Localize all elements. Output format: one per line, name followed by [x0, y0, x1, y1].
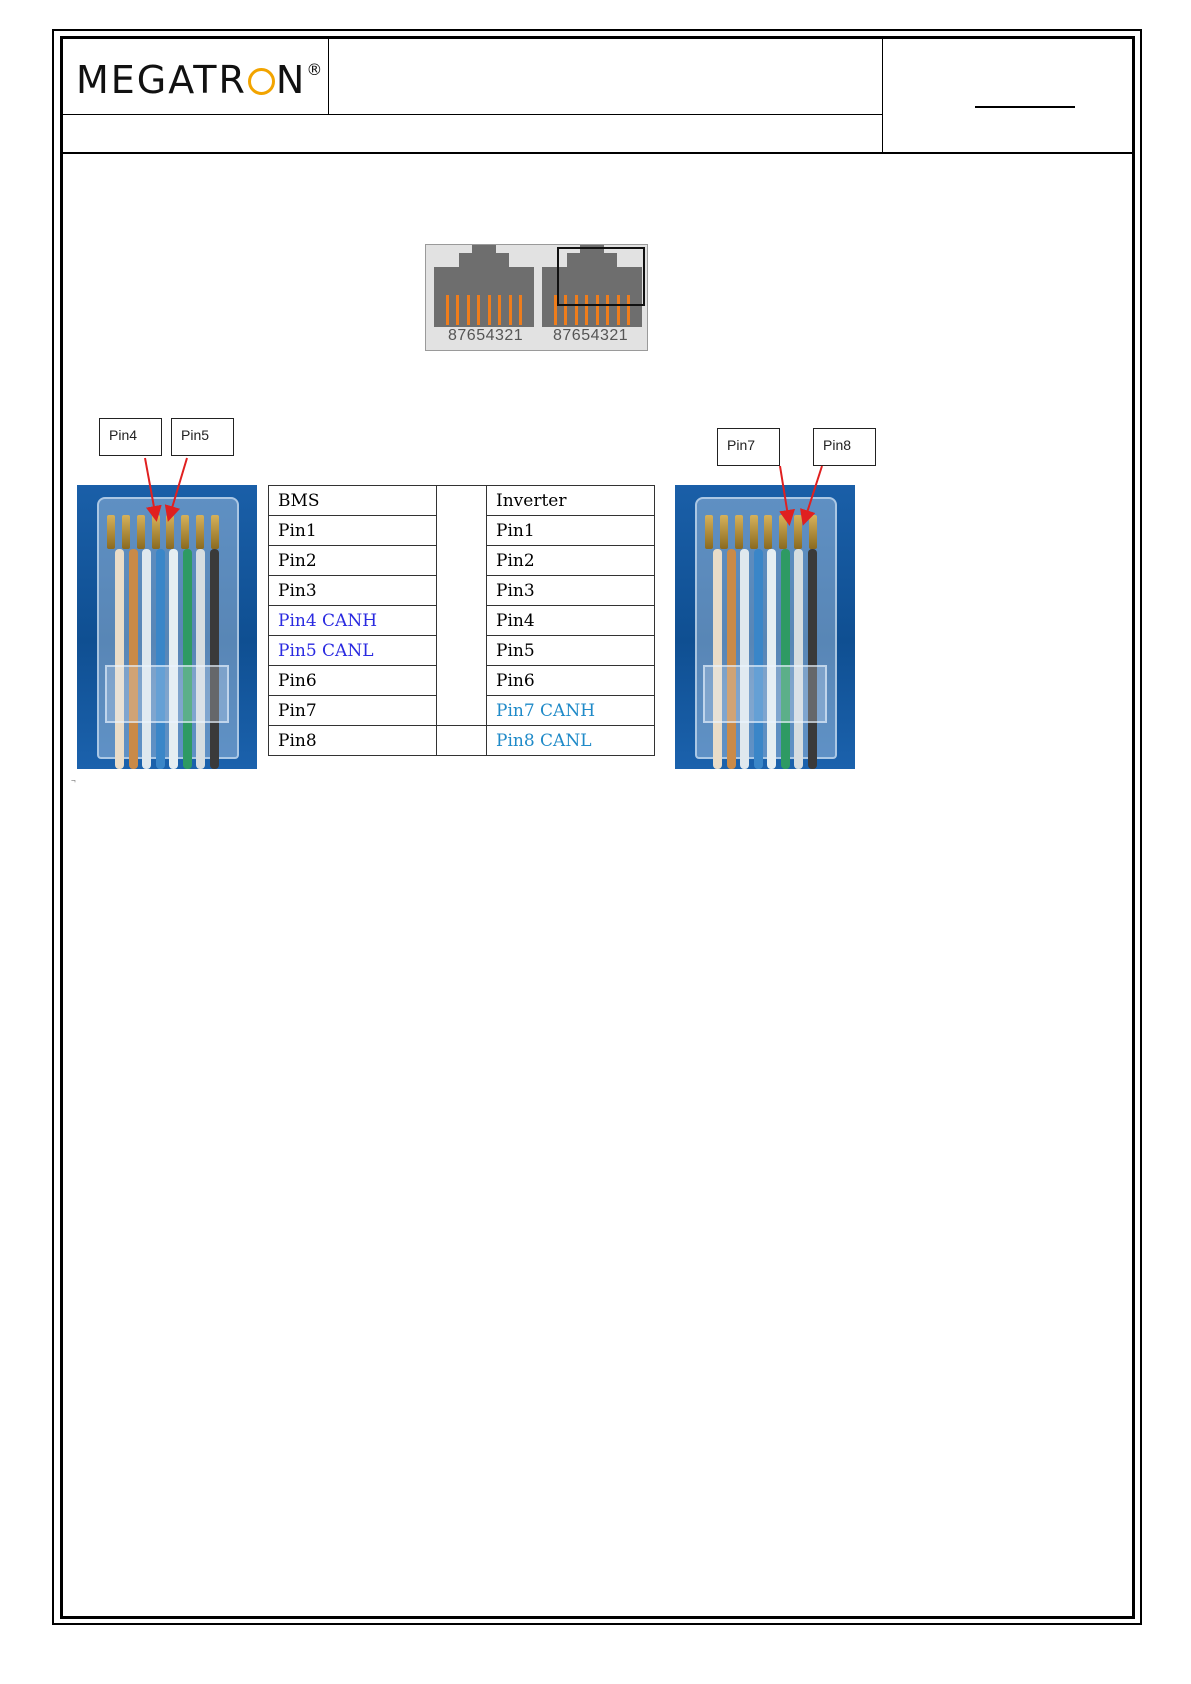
inverter-cell: Pin3: [487, 576, 655, 606]
header-divider-2: [328, 38, 329, 114]
wire: [767, 549, 776, 769]
wire: [781, 549, 790, 769]
table-row: [269, 576, 655, 606]
wire: [115, 549, 124, 769]
table-row: [269, 486, 655, 516]
wire: [740, 549, 749, 769]
spacer-cell: [437, 546, 487, 576]
spacer-cell: [437, 606, 487, 636]
bms-cell: Pin4 CANH: [269, 606, 437, 636]
wire: [156, 549, 165, 769]
table-row: [269, 636, 655, 666]
wire: [196, 549, 205, 769]
wire: [210, 549, 219, 769]
wire: [754, 549, 763, 769]
inverter-cell: Pin4: [487, 606, 655, 636]
spacer-cell: [437, 636, 487, 666]
plug-wires-left: [115, 549, 219, 769]
header-divider-1: [62, 114, 882, 115]
bms-cell: Pin6: [269, 666, 437, 696]
paragraph-mark: ¬: [71, 776, 76, 785]
right-port-label: 87654321: [553, 327, 629, 344]
spacer-cell: [437, 516, 487, 546]
callout-pin5: Pin5: [171, 418, 234, 456]
table-row: [269, 666, 655, 696]
plug-wires-right: [713, 549, 817, 769]
inverter-cell: Pin8 CANL: [487, 726, 655, 756]
pin-mapping-table: [268, 485, 655, 756]
bms-cell: Pin7: [269, 696, 437, 726]
inverter-cell: Pin1: [487, 516, 655, 546]
inverter-cell: Pin5: [487, 636, 655, 666]
rj45-ports-figure: [425, 244, 648, 351]
bms-cell: Pin1: [269, 516, 437, 546]
header-underline: [975, 106, 1075, 108]
inverter-cell: Pin6: [487, 666, 655, 696]
wire: [169, 549, 178, 769]
callout-pin7: Pin7: [717, 428, 780, 466]
inverter-cell: Inverter: [487, 486, 655, 516]
header-bottom-line: [62, 152, 1134, 154]
wire: [129, 549, 138, 769]
wire: [727, 549, 736, 769]
company-logo: MEGATR N®: [76, 58, 323, 102]
spacer-cell: [437, 576, 487, 606]
logo-ring-icon: [248, 68, 275, 95]
bms-cell: BMS: [269, 486, 437, 516]
table-row: [269, 546, 655, 576]
spacer-cell: [437, 696, 487, 726]
spacer-cell: [437, 486, 487, 516]
rj45-plug-photo-left: [77, 485, 257, 769]
wire: [713, 549, 722, 769]
wire: [808, 549, 817, 769]
wire: [142, 549, 151, 769]
header-divider-3: [882, 38, 883, 152]
spacer-cell: [437, 726, 487, 756]
bms-cell: Pin2: [269, 546, 437, 576]
inverter-cell: Pin2: [487, 546, 655, 576]
rj45-plug-photo-right: [675, 485, 855, 769]
left-port: [434, 267, 534, 327]
table-row: [269, 726, 655, 756]
bms-cell: Pin3: [269, 576, 437, 606]
left-port-label: 87654321: [448, 327, 524, 344]
bms-cell: Pin8: [269, 726, 437, 756]
table-row: [269, 516, 655, 546]
spacer-cell: [437, 666, 487, 696]
wire: [794, 549, 803, 769]
wire: [183, 549, 192, 769]
callout-pin8: Pin8: [813, 428, 876, 466]
inverter-cell: Pin7 CANH: [487, 696, 655, 726]
table-row: [269, 606, 655, 636]
table-row: [269, 696, 655, 726]
port-highlight-box: [557, 247, 645, 306]
callout-pin4: Pin4: [99, 418, 162, 456]
bms-cell: Pin5 CANL: [269, 636, 437, 666]
